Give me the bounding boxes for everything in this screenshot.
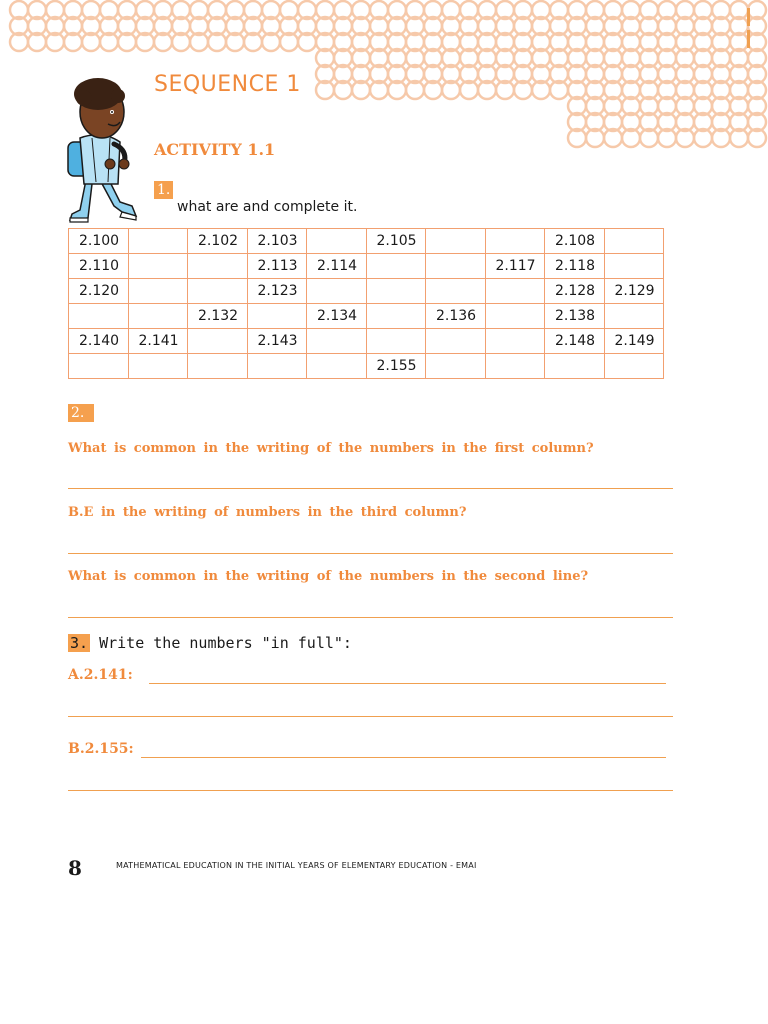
grid-cell[interactable] [366,304,426,329]
question-second-line: What is common in the writing of the numbers in the second line? [68,569,589,584]
grid-cell[interactable]: 2.123 [247,279,307,304]
grid-cell[interactable] [247,304,307,329]
grid-cell[interactable]: 2.117 [485,254,545,279]
grid-cell[interactable]: 2.110 [69,254,129,279]
grid-row [69,279,664,304]
grid-cell[interactable] [426,279,486,304]
grid-cell[interactable] [604,304,664,329]
grid-cell[interactable] [188,329,248,354]
item-b-label: B.2.155: [68,741,134,757]
grid-cell[interactable]: 2.138 [545,304,605,329]
grid-cell[interactable] [128,304,188,329]
grid-row [69,254,664,279]
grid-cell[interactable] [69,354,129,379]
grid-cell[interactable] [188,279,248,304]
grid-cell[interactable] [128,229,188,254]
answer-line[interactable] [141,757,666,758]
answer-line[interactable] [68,553,673,554]
grid-cell[interactable]: 2.141 [128,329,188,354]
answer-line[interactable] [68,488,673,489]
grid-cell[interactable] [307,279,367,304]
grid-cell[interactable] [128,279,188,304]
child-with-backpack-illustration [62,72,142,224]
grid-cell[interactable]: 2.128 [545,279,605,304]
grid-cell[interactable]: 2.143 [247,329,307,354]
item-a-label: A.2.141: [68,667,133,683]
page-number: 8 [68,856,82,880]
grid-cell[interactable]: 2.105 [366,229,426,254]
section3-number-badge: 3. [70,634,89,652]
grid-cell[interactable]: 2.120 [69,279,129,304]
answer-line[interactable] [68,716,673,717]
grid-cell[interactable] [604,229,664,254]
grid-row [69,354,664,379]
grid-cell[interactable] [128,354,188,379]
number-grid [68,228,664,379]
grid-cell[interactable] [485,329,545,354]
grid-cell[interactable] [307,329,367,354]
grid-cell[interactable]: 2.134 [307,304,367,329]
grid-cell[interactable] [426,354,486,379]
sequence-title: SEQUENCE 1 [154,72,301,97]
grid-cell[interactable]: 2.155 [366,354,426,379]
grid-cell[interactable] [366,329,426,354]
answer-line[interactable] [149,683,666,684]
grid-cell[interactable] [604,354,664,379]
activity-title: ACTIVITY 1.1 [154,140,276,159]
grid-cell[interactable] [188,354,248,379]
grid-row [69,329,664,354]
answer-line[interactable] [68,617,673,618]
footer-text: MATHEMATICAL EDUCATION IN THE INITIAL YEARS OF ELEMENTARY EDUCATION - EMAI [116,861,477,870]
grid-cell[interactable] [247,354,307,379]
grid-cell[interactable] [426,254,486,279]
grid-cell[interactable]: 2.108 [545,229,605,254]
grid-cell[interactable] [188,254,248,279]
question-first-column: What is common in the writing of the numbers in the first column? [68,441,594,456]
grid-cell[interactable] [485,304,545,329]
grid-cell[interactable] [485,229,545,254]
grid-row [69,304,664,329]
grid-cell[interactable]: 2.129 [604,279,664,304]
grid-cell[interactable]: 2.113 [247,254,307,279]
grid-cell[interactable]: 2.149 [604,329,664,354]
grid-cell[interactable]: 2.132 [188,304,248,329]
page-edge-mark [747,30,750,48]
grid-cell[interactable]: 2.136 [426,304,486,329]
grid-cell[interactable] [128,254,188,279]
grid-cell[interactable]: 2.118 [545,254,605,279]
grid-cell[interactable] [426,329,486,354]
question-third-column: B.E in the writing of numbers in the third column? [68,505,467,520]
grid-cell[interactable] [69,304,129,329]
grid-cell[interactable] [366,254,426,279]
section3-instruction: Write the numbers "in full": [99,634,352,652]
grid-cell[interactable] [485,279,545,304]
grid-cell[interactable] [366,279,426,304]
grid-cell[interactable] [604,254,664,279]
grid-cell[interactable]: 2.114 [307,254,367,279]
grid-cell[interactable]: 2.148 [545,329,605,354]
grid-cell[interactable] [307,229,367,254]
grid-cell[interactable] [307,354,367,379]
grid-cell[interactable] [426,229,486,254]
grid-cell[interactable] [545,354,605,379]
grid-cell[interactable]: 2.103 [247,229,307,254]
item-number-badge: 1. [154,181,173,199]
section2-number-badge: 2. [68,404,94,422]
grid-cell[interactable]: 2.100 [69,229,129,254]
answer-line[interactable] [68,790,673,791]
grid-cell[interactable]: 2.102 [188,229,248,254]
page-edge-mark [747,8,750,26]
grid-cell[interactable] [485,354,545,379]
item1-instruction: what are and complete it. [177,199,358,215]
section3-heading [68,634,352,652]
grid-row [69,229,664,254]
grid-cell[interactable]: 2.140 [69,329,129,354]
